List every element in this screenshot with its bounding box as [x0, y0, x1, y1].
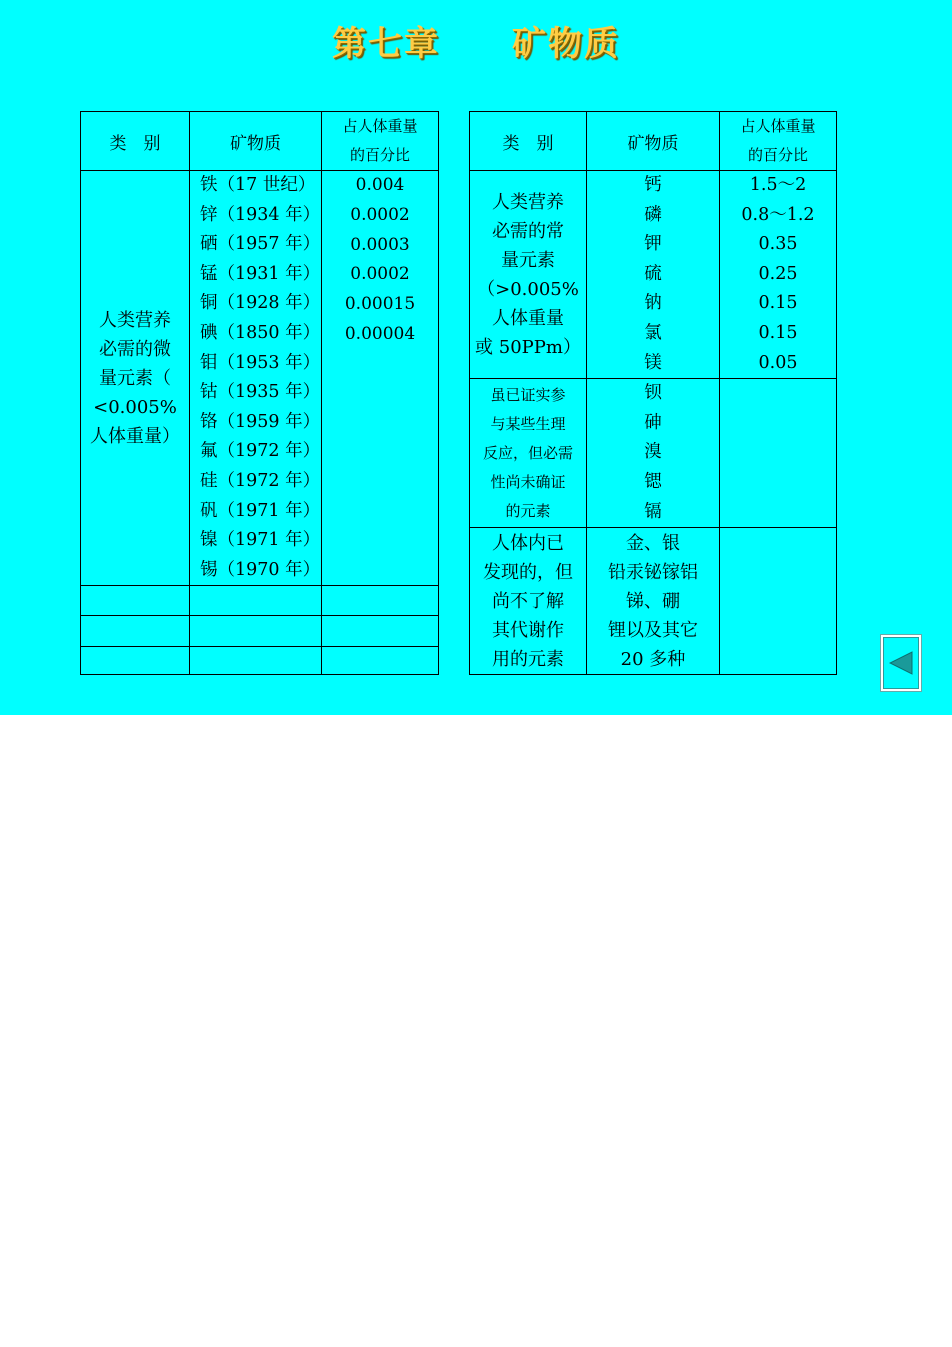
macro-minerals-cell: [587, 171, 720, 379]
category-line: 量元素（: [99, 367, 171, 389]
mineral-item: 锰（1931 年）: [200, 263, 321, 284]
percent-value: 0.0003: [350, 234, 410, 255]
table-header-row: [81, 112, 439, 171]
header-mineral: 矿物质: [587, 112, 720, 171]
mineral-item: 硒（1957 年）: [200, 234, 321, 255]
category-line: （>0.005%: [477, 278, 579, 300]
possible-minerals-cell: [587, 379, 720, 528]
mineral-item: 锡（1970 年）: [200, 559, 321, 580]
mineral-item: 硅（1972 年）: [200, 470, 321, 491]
category-line: 尚不了解: [492, 590, 564, 612]
category-line: <0.005%: [93, 396, 177, 418]
percent-value: 0.004: [355, 175, 405, 195]
percent-value: 0.0002: [350, 204, 410, 225]
unknown-values-cell: [720, 528, 837, 675]
mineral-item: 镍（1971 年）: [200, 530, 321, 551]
percent-value: 0.25: [758, 263, 798, 284]
slide-title: 第七章 矿物质: [332, 24, 620, 64]
mineral-item: 砷: [644, 412, 662, 433]
category-line: 与某些生理: [490, 414, 566, 433]
percent-value: 0.35: [758, 234, 798, 255]
table-row: [470, 528, 837, 675]
percent-value: 0.0002: [350, 264, 410, 285]
category-line: 人类营养: [99, 309, 171, 331]
category-line: 量元素: [501, 249, 555, 271]
mineral-item: 钼（1953 年）: [200, 352, 321, 373]
unknown-category-cell: [470, 528, 587, 675]
mineral-item: 碘（1850 年）: [200, 322, 321, 343]
header-percent: [322, 112, 439, 171]
mineral-item: 铅汞铋镓铝: [608, 561, 698, 583]
category-line: 必需的微: [99, 338, 171, 360]
percent-value: 0.15: [758, 322, 798, 343]
macro-category-cell: [470, 171, 587, 379]
mineral-item: 磷: [644, 204, 662, 225]
category-line: 发现的，但: [483, 561, 573, 583]
header-percent-line: 占人体重量: [342, 117, 418, 135]
category-line: 虽已证实参: [490, 385, 566, 404]
possible-values-cell: [720, 379, 837, 528]
empty-row: [81, 616, 439, 647]
mineral-item: 硫: [644, 263, 662, 284]
trace-minerals-cell: [190, 171, 322, 586]
mineral-item: 钠: [644, 293, 662, 314]
percent-value: 1.5～2: [749, 175, 807, 195]
category-line: 人体重量）: [90, 425, 180, 447]
mineral-item: 铬（1959 年）: [200, 411, 321, 432]
category-line: 用的元素: [492, 648, 564, 670]
category-line: 反应，但必需: [482, 443, 573, 462]
percent-value: 0.05: [758, 352, 798, 373]
mineral-item: 锂以及其它: [608, 619, 698, 641]
mineral-item: 钡: [644, 383, 662, 404]
mineral-item: 氯: [644, 322, 662, 343]
category-line: 性尚未确证: [490, 472, 566, 491]
mineral-item: 铁（17 世纪）: [200, 175, 316, 195]
percent-value: 0.8～1.2: [741, 204, 815, 225]
category-line: 必需的常: [492, 220, 564, 242]
trace-values-cell: [322, 171, 439, 586]
percent-value: 0.15: [758, 293, 798, 314]
header-mineral: 矿物质: [190, 112, 322, 171]
mineral-item: 锌（1934 年）: [200, 204, 321, 225]
back-button[interactable]: [880, 634, 922, 692]
mineral-item: 20 多种: [620, 648, 686, 670]
trace-category-cell: [81, 171, 190, 586]
header-percent-line: 的百分比: [349, 146, 410, 164]
macro-values-cell: [720, 171, 837, 379]
trace-elements-table: [80, 111, 439, 675]
mineral-item: 镁: [644, 352, 662, 373]
category-line: 的元素: [505, 501, 551, 520]
mineral-item: 矾（1971 年）: [200, 500, 321, 521]
category-line: 人体内已: [492, 532, 564, 554]
percent-value: 0.00015: [344, 294, 416, 315]
possible-category-cell: [470, 379, 587, 528]
mineral-item: 钙: [644, 175, 662, 195]
mineral-item: 锶: [644, 471, 662, 492]
category-line: 人类营养: [492, 191, 564, 213]
macro-elements-table: [469, 111, 837, 675]
empty-row: [81, 647, 439, 675]
mineral-item: 锑、硼: [626, 590, 680, 612]
mineral-item: 钾: [644, 234, 662, 255]
header-percent-line: 占人体重量: [740, 117, 816, 135]
header-category: 类 别: [81, 112, 190, 171]
empty-row: [81, 586, 439, 616]
mineral-item: 铜（1928 年）: [200, 293, 321, 314]
table-row: [81, 171, 439, 586]
table-row: [470, 171, 837, 379]
mineral-item: 溴: [644, 442, 662, 463]
header-percent-line: 的百分比: [747, 146, 808, 164]
percent-value: 0.00004: [344, 323, 416, 344]
category-line: 或 50PPm）: [475, 336, 581, 358]
mineral-item: 钴（1935 年）: [200, 382, 321, 403]
table-row: [470, 379, 837, 528]
triangle-left-icon: [888, 650, 914, 676]
category-line: 人体重量: [492, 307, 564, 329]
table-header-row: [470, 112, 837, 171]
unknown-minerals-cell: [587, 528, 720, 675]
mineral-item: 氟（1972 年）: [200, 441, 321, 462]
mineral-item: 镉: [644, 501, 662, 522]
mineral-item: 金、银: [626, 532, 680, 554]
header-category: 类 别: [470, 112, 587, 171]
category-line: 其代谢作: [492, 619, 564, 641]
header-percent: [720, 112, 837, 171]
